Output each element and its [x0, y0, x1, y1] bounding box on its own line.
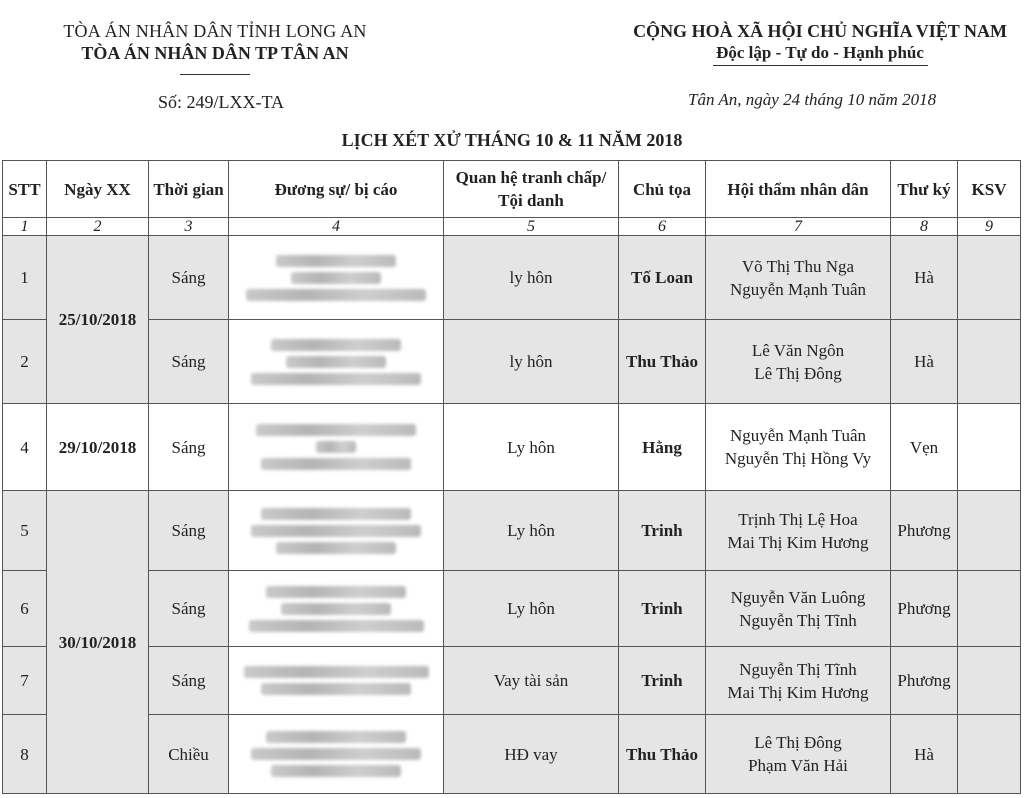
col-header-date: Ngày XX: [47, 161, 149, 218]
time-cell: Chiều: [149, 715, 229, 794]
column-number-row: [3, 218, 1021, 236]
clerk-cell: Phương: [891, 491, 958, 571]
ksv-cell: [958, 571, 1021, 647]
relation-cell: ly hôn: [444, 236, 619, 320]
assessor-name: Lê Thị Đông: [754, 363, 842, 383]
table-row: [3, 491, 1021, 571]
court-province: TÒA ÁN NHÂN DÂN TỈNH LONG AN: [63, 21, 367, 41]
col-header-chair: Chủ tọa: [619, 161, 706, 218]
assessor-name: Nguyễn Thị Tĩnh: [739, 610, 857, 630]
assessors-cell: [706, 404, 891, 491]
relation-cell: Vay tài sản: [444, 647, 619, 715]
col-header-relation-line1: Quan hệ tranh chấp/: [455, 168, 607, 187]
court-city: TÒA ÁN NHÂN DÂN TP TÂN AN: [81, 43, 349, 63]
redacted-parties: [229, 236, 444, 320]
redacted-parties: [229, 571, 444, 647]
assessors-cell: [706, 320, 891, 404]
col-header-parties: Đương sự/ bị cáo: [229, 161, 444, 218]
table-row: [3, 715, 1021, 794]
divider: [180, 74, 250, 75]
assessor-name: Nguyễn Mạnh Tuân: [729, 279, 866, 299]
chair-cell: Thu Thảo: [619, 715, 706, 794]
assessors-cell: [706, 236, 891, 320]
time-cell: Sáng: [149, 320, 229, 404]
chair-cell: Hằng: [619, 404, 706, 491]
table-row: [3, 236, 1021, 320]
ksv-cell: [958, 647, 1021, 715]
clerk-cell: Vẹn: [891, 404, 958, 491]
col-number: 1: [3, 218, 47, 236]
assessors-cell: [706, 571, 891, 647]
col-number: 5: [444, 218, 619, 236]
header-row: [3, 161, 1021, 218]
col-header-clerk: Thư ký: [891, 161, 958, 218]
clerk-cell: Hà: [891, 715, 958, 794]
stt-cell: 7: [3, 647, 47, 715]
redacted-parties: [229, 647, 444, 715]
col-number: 9: [958, 218, 1021, 236]
date-cell: 25/10/2018: [47, 236, 149, 404]
national-title: CỘNG HOÀ XÃ HỘI CHỦ NGHĨA VIỆT NAM: [633, 21, 1007, 41]
ksv-cell: [958, 320, 1021, 404]
assessor-name: Lê Văn Ngôn: [751, 340, 845, 360]
table-row: [3, 404, 1021, 491]
ksv-cell: [958, 491, 1021, 571]
relation-cell: HĐ vay: [444, 715, 619, 794]
col-number: 8: [891, 218, 958, 236]
relation-cell: ly hôn: [444, 320, 619, 404]
assessors-cell: [706, 491, 891, 571]
chair-cell: Trinh: [619, 647, 706, 715]
chair-cell: Thu Thảo: [619, 320, 706, 404]
col-number: 6: [619, 218, 706, 236]
col-header-stt: STT: [3, 161, 47, 218]
chair-cell: Trinh: [619, 571, 706, 647]
col-number: 4: [229, 218, 444, 236]
assessor-name: Nguyễn Mạnh Tuân: [729, 426, 866, 445]
col-number: 3: [149, 218, 229, 236]
ksv-cell: [958, 236, 1021, 320]
col-header-assessors: Hội thẩm nhân dân: [706, 161, 891, 218]
divider: [713, 65, 928, 66]
relation-cell: Ly hôn: [444, 571, 619, 647]
col-header-time: Thời gian: [149, 161, 229, 218]
chair-cell: Tố Loan: [619, 236, 706, 320]
assessor-name: Nguyễn Thị Hồng Vy: [724, 449, 872, 468]
time-cell: Sáng: [149, 404, 229, 491]
schedule-table: [2, 160, 1021, 794]
redacted-parties: [229, 404, 444, 491]
time-cell: Sáng: [149, 571, 229, 647]
assessor-name: Phạm Văn Hải: [748, 756, 848, 775]
table-row: [3, 320, 1021, 404]
ksv-cell: [958, 715, 1021, 794]
stt-cell: 5: [3, 491, 47, 571]
header-right: [620, 20, 1020, 66]
col-number: 7: [706, 218, 891, 236]
time-cell: Sáng: [149, 491, 229, 571]
ksv-cell: [958, 404, 1021, 491]
clerk-cell: Phương: [891, 647, 958, 715]
assessor-name: Lê Thị Đông: [754, 733, 842, 752]
assessor-name: Mai Thị Kim Hương: [727, 532, 869, 552]
document-number: Số: 249/LXX-TA: [158, 92, 285, 112]
assessor-name: Mai Thị Kim Hương: [727, 682, 869, 702]
stt-cell: 4: [3, 404, 47, 491]
relation-cell: Ly hôn: [444, 404, 619, 491]
col-header-ksv: KSV: [958, 161, 1021, 218]
assessor-name: Nguyễn Văn Luông: [730, 587, 866, 607]
assessor-name: Võ Thị Thu Nga: [741, 256, 855, 276]
assessor-name: Nguyễn Thị Tĩnh: [739, 659, 857, 679]
date-cell: 29/10/2018: [47, 404, 149, 491]
clerk-cell: Phương: [891, 571, 958, 647]
stt-cell: 6: [3, 571, 47, 647]
chair-cell: Trinh: [619, 491, 706, 571]
col-header-relation-line2: Tội danh: [498, 191, 564, 210]
time-cell: Sáng: [149, 236, 229, 320]
relation-cell: Ly hôn: [444, 491, 619, 571]
col-number: 2: [47, 218, 149, 236]
stt-cell: 1: [3, 236, 47, 320]
assessors-cell: [706, 715, 891, 794]
redacted-parties: [229, 715, 444, 794]
header-left: [40, 20, 390, 75]
assessors-cell: [706, 647, 891, 715]
redacted-parties: [229, 491, 444, 571]
clerk-cell: Hà: [891, 320, 958, 404]
table-row: [3, 647, 1021, 715]
stt-cell: 2: [3, 320, 47, 404]
clerk-cell: Hà: [891, 236, 958, 320]
time-cell: Sáng: [149, 647, 229, 715]
place-date: Tân An, ngày 24 tháng 10 năm 2018: [688, 90, 937, 109]
stt-cell: 8: [3, 715, 47, 794]
assessor-name: Trịnh Thị Lệ Hoa: [738, 509, 858, 529]
col-header-relation: [444, 161, 619, 218]
page-title: LỊCH XÉT XỬ THÁNG 10 & 11 NĂM 2018: [341, 130, 683, 150]
date-cell: 30/10/2018: [47, 491, 149, 794]
table-row: [3, 571, 1021, 647]
redacted-parties: [229, 320, 444, 404]
national-motto: Độc lập - Tự do - Hạnh phúc: [716, 43, 924, 62]
